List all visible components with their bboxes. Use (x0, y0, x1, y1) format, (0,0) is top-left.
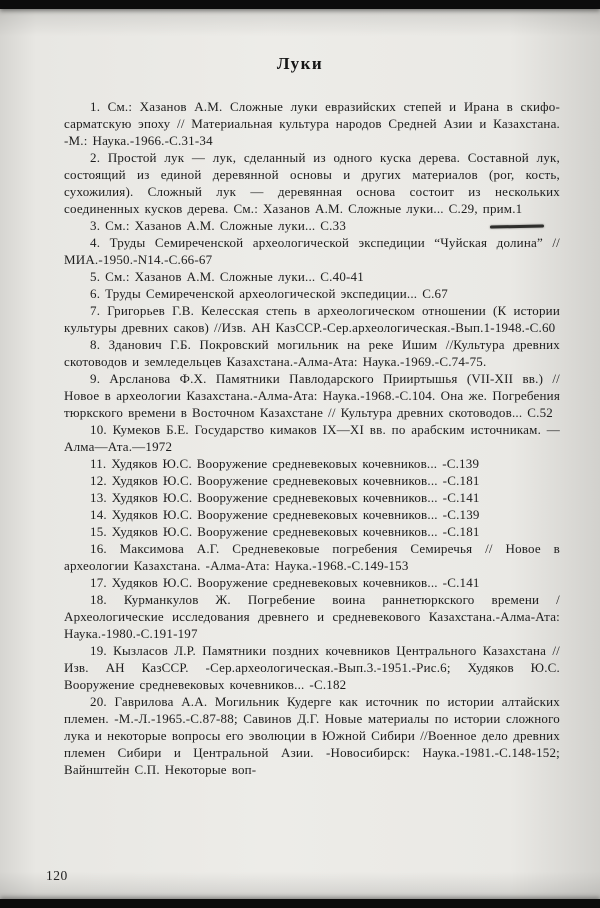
reference-entry: 12. Худяков Ю.С. Вооружение средневековых кочевников... -С.181 (90, 473, 480, 488)
reference-entry: 11. Худяков Ю.С. Вооружение средневековых кочевников... -С.139 (90, 456, 480, 471)
reference-entry: 7. Григорьев Г.В. Келесская степь в археологическом отношении (К истории культуры древних саков) //Изв. АН КазССР.-Сер.археологическая.-Вып.1-1948.-С.60 (64, 303, 560, 335)
page-title: Луки (276, 54, 324, 73)
scan-artifact-bottom-bar (0, 899, 600, 908)
reference-entry: 15. Худяков Ю.С. Вооружение средневековых кочевников... -С.181 (90, 524, 480, 539)
reference-entry: 10. Кумеков Б.Е. Государство кимаков IX—XI вв. по арабским источникам. —Алма—Ата.—1972 (64, 422, 560, 454)
reference-entry: 20. Гаврилова А.А. Могильник Кудерге как источник по истории алтайских племен. -М.-Л.-1965.-С.87-88; Савинов Д.Г. Новые материалы по истории сложного лука и некоторые вопросы его эволюции в Южной Сибири //Военное дело древних племен Сибири и Центральной Азии. -Новосибирск: Наука.-1981.-С.148-152; Вайнштейн С.П. Некоторые воп- (64, 694, 560, 777)
reference-entry: 6. Труды Семиреченской археологической экспедиции... С.67 (90, 286, 448, 301)
reference-entry: 14. Худяков Ю.С. Вооружение средневековых кочевников... -С.139 (90, 507, 480, 522)
reference-entry: 9. Арсланова Ф.Х. Памятники Павлодарского Прииртышья (VII-XII вв.) // Новое в археологии Казахстана.-Алма-Ата: Наука.-1968.-С.104. Она же. Погребения тюркского времени в Восточном Казахстане // Культура древних скотоводов... С.52 (64, 371, 560, 420)
reference-entry: 18. Курманкулов Ж. Погребение воина раннетюркского времени /Археологические исследования древнего и средневекового Казахстана.-Алма-Ата: Наука.-1980.-С.191-197 (64, 592, 560, 641)
reference-entry: 5. См.: Хазанов А.М. Сложные луки... С.40-41 (90, 269, 364, 284)
references-list (64, 98, 560, 778)
reference-entry: 3. См.: Хазанов А.М. Сложные луки... С.33 (90, 218, 347, 233)
reference-entry: 1. См.: Хазанов А.М. Сложные луки евразийских степей и Ирана в скифо-сарматскую эпоху // Материальная культура народов Средней Азии и Казахстана. -М.: Наука.-1966.-С.31-34 (64, 99, 560, 148)
reference-entry: 8. Зданович Г.Б. Покровский могильник на реке Ишим //Культура древних скотоводов и земледельцев Казахстана.-Алма-Ата: Наука.-1969.-С.74-75. (64, 337, 560, 369)
reference-entry: 19. Кызласов Л.Р. Памятники поздних кочевников Центрального Казахстана //Изв. АН КазССР. -Сер.археологическая.-Вып.3.-1951.-Рис.6; Худяков Ю.С. Вооружение средневековых кочевников... -С.182 (64, 643, 560, 692)
reference-entry: 4. Труды Семиреченской археологической экспедиции “Чуйская долина” //МИА.-1950.-N14.-С.66-67 (64, 235, 560, 267)
page-number: 120 (46, 868, 68, 883)
scan-artifact-top-bar (0, 0, 600, 9)
reference-entry: 16. Максимова А.Г. Средневековые погребения Семиречья // Новое в археологии Казахстана. -Алма-Ата: Наука.-1968.-С.149-153 (64, 541, 560, 573)
reference-entry: 2. Простой лук — лук, сделанный из одного куска дерева. Составной лук, состоящий из единой деревянной основы и других материалов (рог, кость, сухожилия). Сложный лук — деревянная основа состоит из нескольких соединенных кусков дерева. См.: Хазанов А.М. Сложные луки... С.29, прим.1 (64, 150, 560, 216)
reference-entry: 17. Худяков Ю.С. Вооружение средневековых кочевников... -С.141 (90, 575, 480, 590)
reference-entry: 13. Худяков Ю.С. Вооружение средневековых кочевников... -С.141 (90, 490, 480, 505)
